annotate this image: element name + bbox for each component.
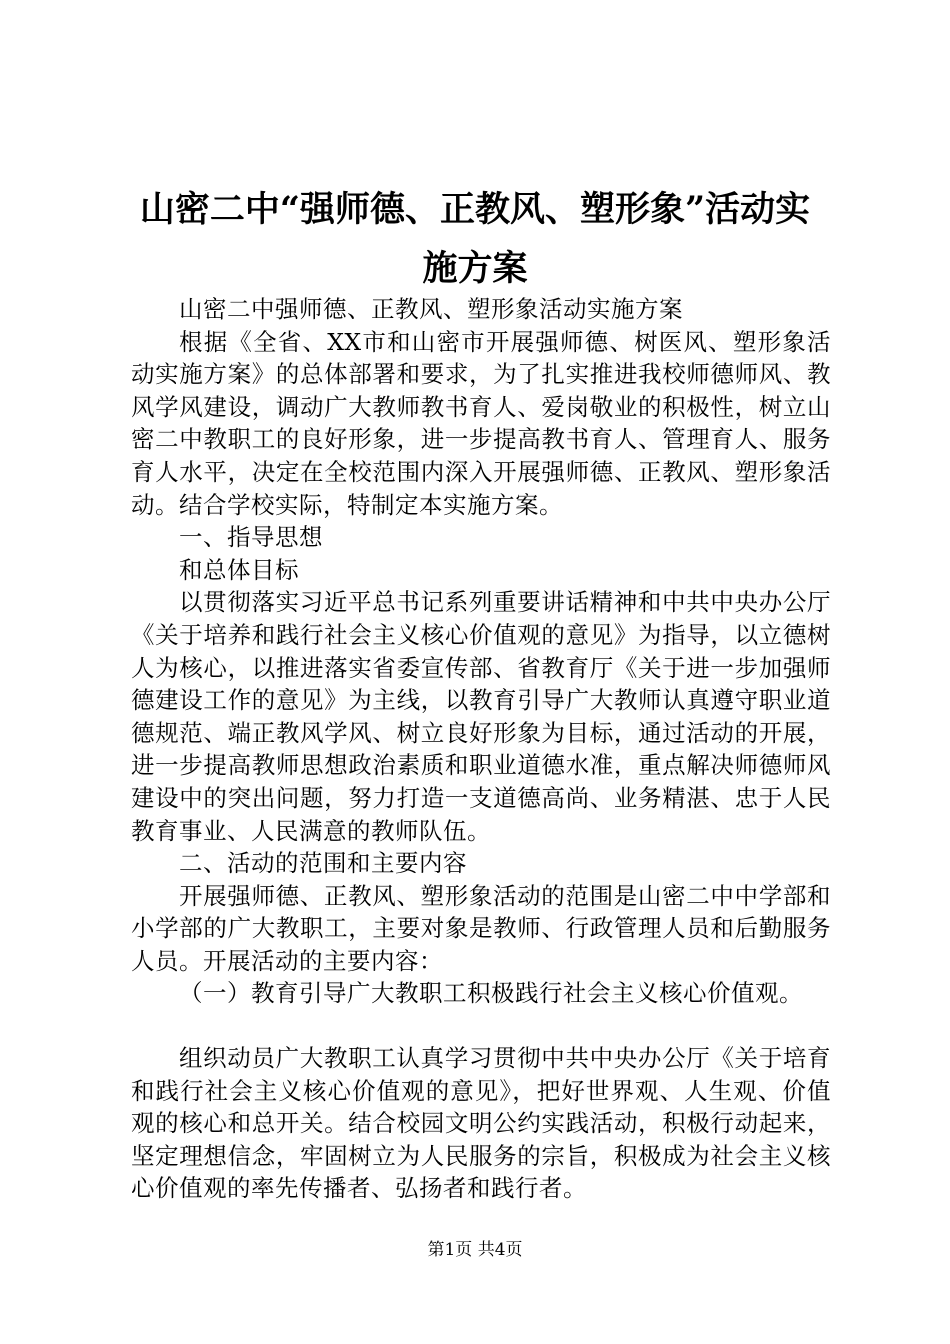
guiding-thought-paragraph: 以贯彻落实习近平总书记系列重要讲话精神和中共中央办公厅《关于培养和践行社会主义核心价值观的意见》为指导，以立德树人为核心，以推进落实省委宣传部、省教育厅《关于进一步加强师德建设工作的意见》为主线，以教育引导广大教师认真遵守职业道德规范、端正教风学风、树立良好形象为目标，通过活动的开展，进一步提高教师思想政治素质和职业道德水准，重点解决师德师风建设中的突出问题，努力打造一支道德高尚、业务精湛、忠于人民教育事业、人民满意的教师队伍。 bbox=[131, 588, 831, 845]
page-footer: 第1页 共4页 bbox=[427, 1240, 523, 1260]
subsection-1-paragraph: 组织动员广大教职工认真学习贯彻中共中央办公厅《关于培育和践行社会主义核心价值观的意见》，把好世界观、人生观、价值观的核心和总开关。结合校园文明公约实践活动，积极行动起来，坚定理想信念，牢固树立为人民服务的宗旨，积极成为社会主义核心价值观的率先传播者、弘扬者和践行者。 bbox=[131, 1044, 831, 1203]
intro-paragraph: 根据《全省、XX市和山密市开展强师德、树医风、塑形象活动实施方案》的总体部署和要求，为了扎实推进我校师德师风、教风学风建设，调动广大教师教书育人、爱岗敬业的积极性，树立山密二中教职工的良好形象，进一步提高教书育人、管理育人、服务育人水平，决定在全校范围内深入开展强师德、正教风、塑形象活动。结合学校实际，特制定本实施方案。 bbox=[131, 327, 831, 519]
document-title-line-2: 施方案 bbox=[422, 248, 528, 289]
subtitle-paragraph: 山密二中强师德、正教风、塑形象活动实施方案 bbox=[179, 295, 683, 323]
section-heading-1: 一、指导思想 bbox=[179, 523, 323, 552]
activity-scope-paragraph: 开展强师德、正教风、塑形象活动的范围是山密二中中学部和小学部的广大教职工，主要对象是教师、行政管理人员和后勤服务人员。开展活动的主要内容： bbox=[131, 881, 831, 975]
section-heading-1-continued: 和总体目标 bbox=[179, 555, 299, 584]
subsection-heading-1: （一）教育引导广大教职工积极践行社会主义核心价值观。 bbox=[179, 979, 803, 1008]
section-heading-2: 二、活动的范围和主要内容 bbox=[179, 849, 467, 878]
document-body bbox=[131, 293, 831, 1205]
document-title-line-1: 山密二中“强师德、正教风、塑形象”活动实 bbox=[139, 189, 811, 230]
